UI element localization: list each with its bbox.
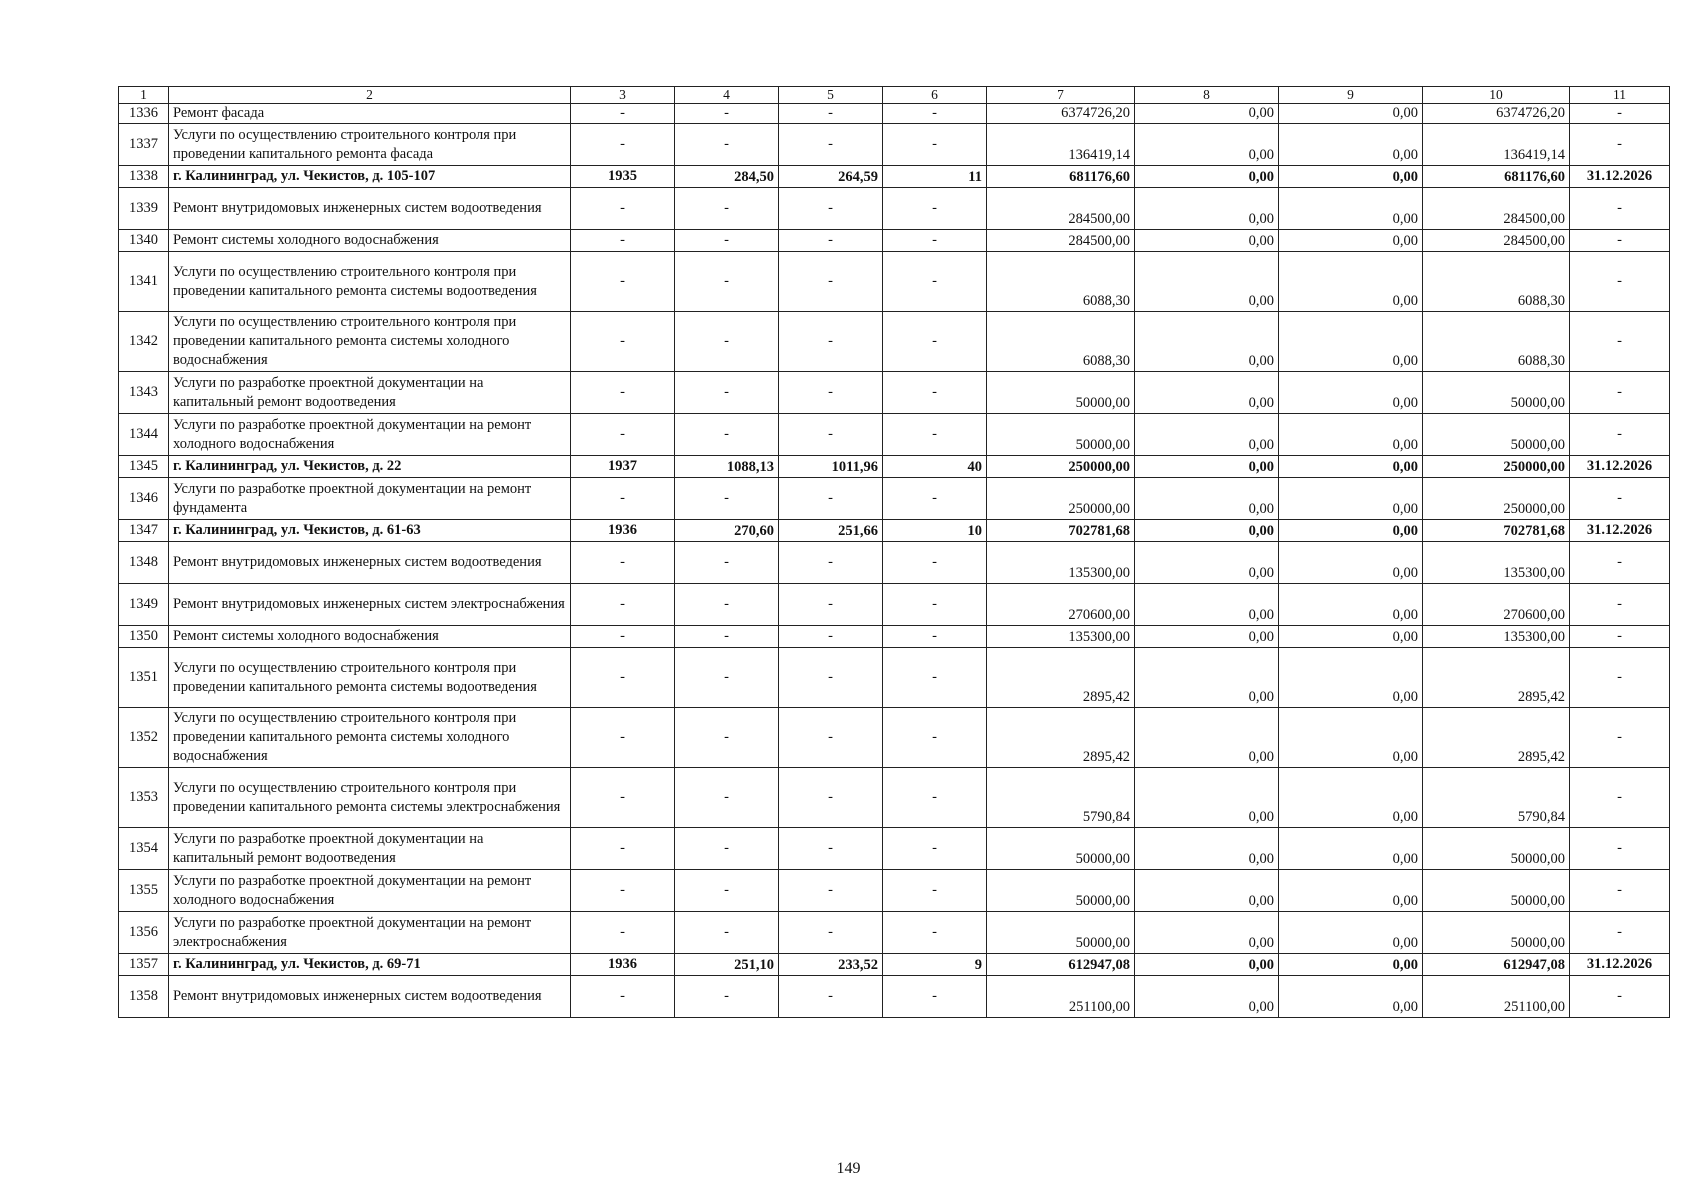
- column-number: 7: [987, 87, 1135, 104]
- cost-col9: 0,00: [1279, 648, 1423, 708]
- living-area: -: [779, 584, 883, 626]
- total-area: -: [675, 124, 779, 166]
- address-row: [119, 954, 1670, 976]
- due-date: -: [1570, 828, 1670, 870]
- build-year: 1935: [571, 166, 675, 188]
- row-number: 1352: [119, 708, 169, 768]
- total-area: 251,10: [675, 954, 779, 976]
- cost-col9: 0,00: [1279, 828, 1423, 870]
- cost-total: 135300,00: [987, 542, 1135, 584]
- cost-col10: 250000,00: [1423, 478, 1570, 520]
- living-area: -: [779, 372, 883, 414]
- living-area: -: [779, 768, 883, 828]
- due-date: -: [1570, 912, 1670, 954]
- build-year: -: [571, 124, 675, 166]
- cost-total: 2895,42: [987, 648, 1135, 708]
- residents: -: [883, 870, 987, 912]
- total-area: -: [675, 912, 779, 954]
- cost-col9: 0,00: [1279, 104, 1423, 124]
- row-name: Услуги по разработке проектной документации на ремонт холодного водоснабжения: [169, 414, 571, 456]
- build-year: -: [571, 252, 675, 312]
- residents: -: [883, 478, 987, 520]
- cost-total: 50000,00: [987, 414, 1135, 456]
- address-row: [119, 166, 1670, 188]
- living-area: -: [779, 252, 883, 312]
- row-number: 1353: [119, 768, 169, 828]
- due-date: -: [1570, 230, 1670, 252]
- row-name: Ремонт внутридомовых инженерных систем водоотведения: [169, 542, 571, 584]
- cost-col8: 0,00: [1135, 252, 1279, 312]
- cost-col10: 284500,00: [1423, 230, 1570, 252]
- cost-col9: 0,00: [1279, 954, 1423, 976]
- living-area: 1011,96: [779, 456, 883, 478]
- build-year: -: [571, 372, 675, 414]
- row-name: Услуги по осуществлению строительного контроля при проведении капитального ремонта системы холодного водоснабжения: [169, 312, 571, 372]
- due-date: -: [1570, 708, 1670, 768]
- data-table: [118, 86, 1670, 1018]
- build-year: -: [571, 312, 675, 372]
- total-area: -: [675, 542, 779, 584]
- row-number: 1342: [119, 312, 169, 372]
- due-date: -: [1570, 648, 1670, 708]
- cost-col8: 0,00: [1135, 372, 1279, 414]
- column-number: 5: [779, 87, 883, 104]
- cost-col10: 270600,00: [1423, 584, 1570, 626]
- living-area: 251,66: [779, 520, 883, 542]
- build-year: 1936: [571, 954, 675, 976]
- due-date: -: [1570, 542, 1670, 584]
- work-item-row: [119, 626, 1670, 648]
- cost-col9: 0,00: [1279, 124, 1423, 166]
- cost-col8: 0,00: [1135, 414, 1279, 456]
- row-number: 1349: [119, 584, 169, 626]
- row-name: Ремонт внутридомовых инженерных систем электроснабжения: [169, 584, 571, 626]
- residents: 40: [883, 456, 987, 478]
- build-year: 1937: [571, 456, 675, 478]
- work-item-row: [119, 104, 1670, 124]
- build-year: -: [571, 828, 675, 870]
- residents: -: [883, 584, 987, 626]
- total-area: 284,50: [675, 166, 779, 188]
- cost-total: 135300,00: [987, 626, 1135, 648]
- cost-total: 50000,00: [987, 828, 1135, 870]
- work-item-row: [119, 312, 1670, 372]
- living-area: 233,52: [779, 954, 883, 976]
- due-date: -: [1570, 312, 1670, 372]
- row-number: 1341: [119, 252, 169, 312]
- column-number: 3: [571, 87, 675, 104]
- total-area: -: [675, 828, 779, 870]
- work-item-row: [119, 542, 1670, 584]
- cost-col9: 0,00: [1279, 584, 1423, 626]
- cost-col8: 0,00: [1135, 626, 1279, 648]
- cost-total: 681176,60: [987, 166, 1135, 188]
- living-area: -: [779, 626, 883, 648]
- total-area: -: [675, 626, 779, 648]
- living-area: -: [779, 976, 883, 1018]
- row-name: Услуги по разработке проектной документации на капитальный ремонт водоотведения: [169, 372, 571, 414]
- residents: -: [883, 104, 987, 124]
- build-year: -: [571, 976, 675, 1018]
- row-name: Услуги по разработке проектной документации на капитальный ремонт водоотведения: [169, 828, 571, 870]
- cost-col8: 0,00: [1135, 520, 1279, 542]
- build-year: -: [571, 768, 675, 828]
- cost-col8: 0,00: [1135, 478, 1279, 520]
- residents: -: [883, 542, 987, 584]
- cost-col8: 0,00: [1135, 124, 1279, 166]
- cost-col9: 0,00: [1279, 708, 1423, 768]
- living-area: -: [779, 312, 883, 372]
- residents: -: [883, 312, 987, 372]
- work-item-row: [119, 870, 1670, 912]
- cost-col9: 0,00: [1279, 478, 1423, 520]
- cost-col9: 0,00: [1279, 768, 1423, 828]
- build-year: -: [571, 414, 675, 456]
- living-area: -: [779, 870, 883, 912]
- cost-col9: 0,00: [1279, 166, 1423, 188]
- work-item-row: [119, 252, 1670, 312]
- row-name: Услуги по осуществлению строительного контроля при проведении капитального ремонта системы электроснабжения: [169, 768, 571, 828]
- residents: -: [883, 912, 987, 954]
- cost-total: 702781,68: [987, 520, 1135, 542]
- row-number: 1351: [119, 648, 169, 708]
- row-name: Услуги по разработке проектной документации на ремонт холодного водоснабжения: [169, 870, 571, 912]
- living-area: -: [779, 648, 883, 708]
- work-item-row: [119, 768, 1670, 828]
- work-item-row: [119, 372, 1670, 414]
- cost-col8: 0,00: [1135, 828, 1279, 870]
- build-year: 1936: [571, 520, 675, 542]
- row-number: 1346: [119, 478, 169, 520]
- row-number: 1337: [119, 124, 169, 166]
- cost-col8: 0,00: [1135, 584, 1279, 626]
- living-area: -: [779, 912, 883, 954]
- cost-col10: 251100,00: [1423, 976, 1570, 1018]
- cost-col10: 135300,00: [1423, 542, 1570, 584]
- row-number: 1339: [119, 188, 169, 230]
- living-area: -: [779, 414, 883, 456]
- living-area: -: [779, 104, 883, 124]
- cost-col10: 681176,60: [1423, 166, 1570, 188]
- residents: -: [883, 414, 987, 456]
- work-item-row: [119, 648, 1670, 708]
- residents: 11: [883, 166, 987, 188]
- cost-col10: 6374726,20: [1423, 104, 1570, 124]
- cost-total: 6088,30: [987, 252, 1135, 312]
- build-year: -: [571, 648, 675, 708]
- residents: 10: [883, 520, 987, 542]
- due-date: 31.12.2026: [1570, 520, 1670, 542]
- cost-col10: 612947,08: [1423, 954, 1570, 976]
- row-name: г. Калининград, ул. Чекистов, д. 69-71: [169, 954, 571, 976]
- living-area: -: [779, 230, 883, 252]
- cost-col9: 0,00: [1279, 976, 1423, 1018]
- residents: -: [883, 708, 987, 768]
- cost-col9: 0,00: [1279, 414, 1423, 456]
- work-item-row: [119, 414, 1670, 456]
- due-date: -: [1570, 870, 1670, 912]
- living-area: -: [779, 828, 883, 870]
- cost-col8: 0,00: [1135, 768, 1279, 828]
- cost-col9: 0,00: [1279, 626, 1423, 648]
- address-row: [119, 456, 1670, 478]
- cost-col9: 0,00: [1279, 870, 1423, 912]
- cost-col8: 0,00: [1135, 166, 1279, 188]
- column-number: 10: [1423, 87, 1570, 104]
- column-number: 1: [119, 87, 169, 104]
- page-number: 149: [836, 1160, 861, 1177]
- row-name: Услуги по осуществлению строительного контроля при проведении капитального ремонта фасада: [169, 124, 571, 166]
- cost-col10: 702781,68: [1423, 520, 1570, 542]
- row-number: 1345: [119, 456, 169, 478]
- cost-col8: 0,00: [1135, 188, 1279, 230]
- residents: -: [883, 976, 987, 1018]
- residents: -: [883, 188, 987, 230]
- due-date: 31.12.2026: [1570, 954, 1670, 976]
- due-date: -: [1570, 414, 1670, 456]
- row-name: Ремонт системы холодного водоснабжения: [169, 626, 571, 648]
- total-area: -: [675, 708, 779, 768]
- due-date: -: [1570, 188, 1670, 230]
- cost-col8: 0,00: [1135, 870, 1279, 912]
- cost-total: 5790,84: [987, 768, 1135, 828]
- work-item-row: [119, 912, 1670, 954]
- total-area: -: [675, 768, 779, 828]
- due-date: -: [1570, 104, 1670, 124]
- build-year: -: [571, 870, 675, 912]
- row-number: 1347: [119, 520, 169, 542]
- cost-col9: 0,00: [1279, 372, 1423, 414]
- residents: -: [883, 768, 987, 828]
- work-item-row: [119, 230, 1670, 252]
- cost-col9: 0,00: [1279, 456, 1423, 478]
- cost-col9: 0,00: [1279, 542, 1423, 584]
- total-area: -: [675, 870, 779, 912]
- work-item-row: [119, 124, 1670, 166]
- due-date: -: [1570, 124, 1670, 166]
- cost-col8: 0,00: [1135, 708, 1279, 768]
- cost-col9: 0,00: [1279, 520, 1423, 542]
- total-area: -: [675, 584, 779, 626]
- build-year: -: [571, 478, 675, 520]
- cost-total: 251100,00: [987, 976, 1135, 1018]
- residents: -: [883, 252, 987, 312]
- due-date: 31.12.2026: [1570, 166, 1670, 188]
- cost-total: 250000,00: [987, 456, 1135, 478]
- total-area: -: [675, 372, 779, 414]
- cost-col8: 0,00: [1135, 542, 1279, 584]
- total-area: -: [675, 478, 779, 520]
- due-date: -: [1570, 252, 1670, 312]
- row-number: 1343: [119, 372, 169, 414]
- living-area: -: [779, 188, 883, 230]
- cost-col8: 0,00: [1135, 104, 1279, 124]
- cost-col10: 135300,00: [1423, 626, 1570, 648]
- row-name: Ремонт фасада: [169, 104, 571, 124]
- row-number: 1356: [119, 912, 169, 954]
- cost-col9: 0,00: [1279, 312, 1423, 372]
- cost-col10: 50000,00: [1423, 870, 1570, 912]
- due-date: -: [1570, 976, 1670, 1018]
- residents: -: [883, 828, 987, 870]
- due-date: 31.12.2026: [1570, 456, 1670, 478]
- living-area: 264,59: [779, 166, 883, 188]
- cost-col10: 284500,00: [1423, 188, 1570, 230]
- total-area: -: [675, 104, 779, 124]
- cost-total: 2895,42: [987, 708, 1135, 768]
- build-year: -: [571, 912, 675, 954]
- row-number: 1357: [119, 954, 169, 976]
- row-number: 1338: [119, 166, 169, 188]
- residents: -: [883, 626, 987, 648]
- cost-col8: 0,00: [1135, 456, 1279, 478]
- cost-col10: 5790,84: [1423, 768, 1570, 828]
- column-number: 8: [1135, 87, 1279, 104]
- cost-total: 6374726,20: [987, 104, 1135, 124]
- row-number: 1355: [119, 870, 169, 912]
- cost-col10: 6088,30: [1423, 312, 1570, 372]
- due-date: -: [1570, 584, 1670, 626]
- work-item-row: [119, 478, 1670, 520]
- column-number: 6: [883, 87, 987, 104]
- cost-total: 6088,30: [987, 312, 1135, 372]
- column-number: 9: [1279, 87, 1423, 104]
- row-name: Услуги по осуществлению строительного контроля при проведении капитального ремонта системы водоотведения: [169, 252, 571, 312]
- row-name: Ремонт внутридомовых инженерных систем водоотведения: [169, 188, 571, 230]
- row-number: 1336: [119, 104, 169, 124]
- cost-col10: 50000,00: [1423, 828, 1570, 870]
- cost-col8: 0,00: [1135, 912, 1279, 954]
- total-area: 270,60: [675, 520, 779, 542]
- column-number: 4: [675, 87, 779, 104]
- cost-col10: 2895,42: [1423, 708, 1570, 768]
- cost-col9: 0,00: [1279, 912, 1423, 954]
- residents: -: [883, 230, 987, 252]
- work-item-row: [119, 828, 1670, 870]
- due-date: -: [1570, 372, 1670, 414]
- work-item-row: [119, 584, 1670, 626]
- cost-total: 50000,00: [987, 912, 1135, 954]
- row-name: г. Калининград, ул. Чекистов, д. 22: [169, 456, 571, 478]
- build-year: -: [571, 626, 675, 648]
- column-number-row: [119, 87, 1670, 104]
- cost-col9: 0,00: [1279, 188, 1423, 230]
- cost-total: 284500,00: [987, 188, 1135, 230]
- living-area: -: [779, 542, 883, 584]
- cost-total: 136419,14: [987, 124, 1135, 166]
- total-area: -: [675, 414, 779, 456]
- row-number: 1350: [119, 626, 169, 648]
- cost-total: 250000,00: [987, 478, 1135, 520]
- cost-col8: 0,00: [1135, 954, 1279, 976]
- cost-col10: 136419,14: [1423, 124, 1570, 166]
- total-area: -: [675, 230, 779, 252]
- row-name: Услуги по разработке проектной документации на ремонт электроснабжения: [169, 912, 571, 954]
- cost-col10: 50000,00: [1423, 372, 1570, 414]
- due-date: -: [1570, 478, 1670, 520]
- build-year: -: [571, 104, 675, 124]
- address-row: [119, 520, 1670, 542]
- residents: -: [883, 648, 987, 708]
- cost-col10: 2895,42: [1423, 648, 1570, 708]
- row-name: Ремонт внутридомовых инженерных систем водоотведения: [169, 976, 571, 1018]
- cost-col10: 50000,00: [1423, 414, 1570, 456]
- cost-col9: 0,00: [1279, 230, 1423, 252]
- cost-total: 270600,00: [987, 584, 1135, 626]
- cost-col9: 0,00: [1279, 252, 1423, 312]
- row-number: 1358: [119, 976, 169, 1018]
- row-name: Ремонт системы холодного водоснабжения: [169, 230, 571, 252]
- build-year: -: [571, 542, 675, 584]
- total-area: 1088,13: [675, 456, 779, 478]
- row-number: 1340: [119, 230, 169, 252]
- cost-total: 612947,08: [987, 954, 1135, 976]
- cost-col10: 50000,00: [1423, 912, 1570, 954]
- due-date: -: [1570, 768, 1670, 828]
- cost-total: 284500,00: [987, 230, 1135, 252]
- total-area: -: [675, 312, 779, 372]
- cost-col8: 0,00: [1135, 230, 1279, 252]
- work-item-row: [119, 188, 1670, 230]
- cost-col8: 0,00: [1135, 976, 1279, 1018]
- row-name: Услуги по разработке проектной документации на ремонт фундамента: [169, 478, 571, 520]
- column-number: 2: [169, 87, 571, 104]
- build-year: -: [571, 230, 675, 252]
- residents: -: [883, 124, 987, 166]
- row-name: г. Калининград, ул. Чекистов, д. 105-107: [169, 166, 571, 188]
- cost-col8: 0,00: [1135, 648, 1279, 708]
- cost-total: 50000,00: [987, 870, 1135, 912]
- total-area: -: [675, 648, 779, 708]
- cost-col10: 250000,00: [1423, 456, 1570, 478]
- cost-total: 50000,00: [987, 372, 1135, 414]
- build-year: -: [571, 708, 675, 768]
- row-name: Услуги по осуществлению строительного контроля при проведении капитального ремонта системы холодного водоснабжения: [169, 708, 571, 768]
- residents: 9: [883, 954, 987, 976]
- row-name: г. Калининград, ул. Чекистов, д. 61-63: [169, 520, 571, 542]
- cost-col8: 0,00: [1135, 312, 1279, 372]
- living-area: -: [779, 124, 883, 166]
- residents: -: [883, 372, 987, 414]
- column-number: 11: [1570, 87, 1670, 104]
- total-area: -: [675, 252, 779, 312]
- due-date: -: [1570, 626, 1670, 648]
- row-name: Услуги по осуществлению строительного контроля при проведении капитального ремонта системы водоотведения: [169, 648, 571, 708]
- build-year: -: [571, 188, 675, 230]
- build-year: -: [571, 584, 675, 626]
- living-area: -: [779, 708, 883, 768]
- total-area: -: [675, 976, 779, 1018]
- cost-col10: 6088,30: [1423, 252, 1570, 312]
- row-number: 1344: [119, 414, 169, 456]
- work-item-row: [119, 976, 1670, 1018]
- living-area: -: [779, 478, 883, 520]
- total-area: -: [675, 188, 779, 230]
- work-item-row: [119, 708, 1670, 768]
- row-number: 1354: [119, 828, 169, 870]
- row-number: 1348: [119, 542, 169, 584]
